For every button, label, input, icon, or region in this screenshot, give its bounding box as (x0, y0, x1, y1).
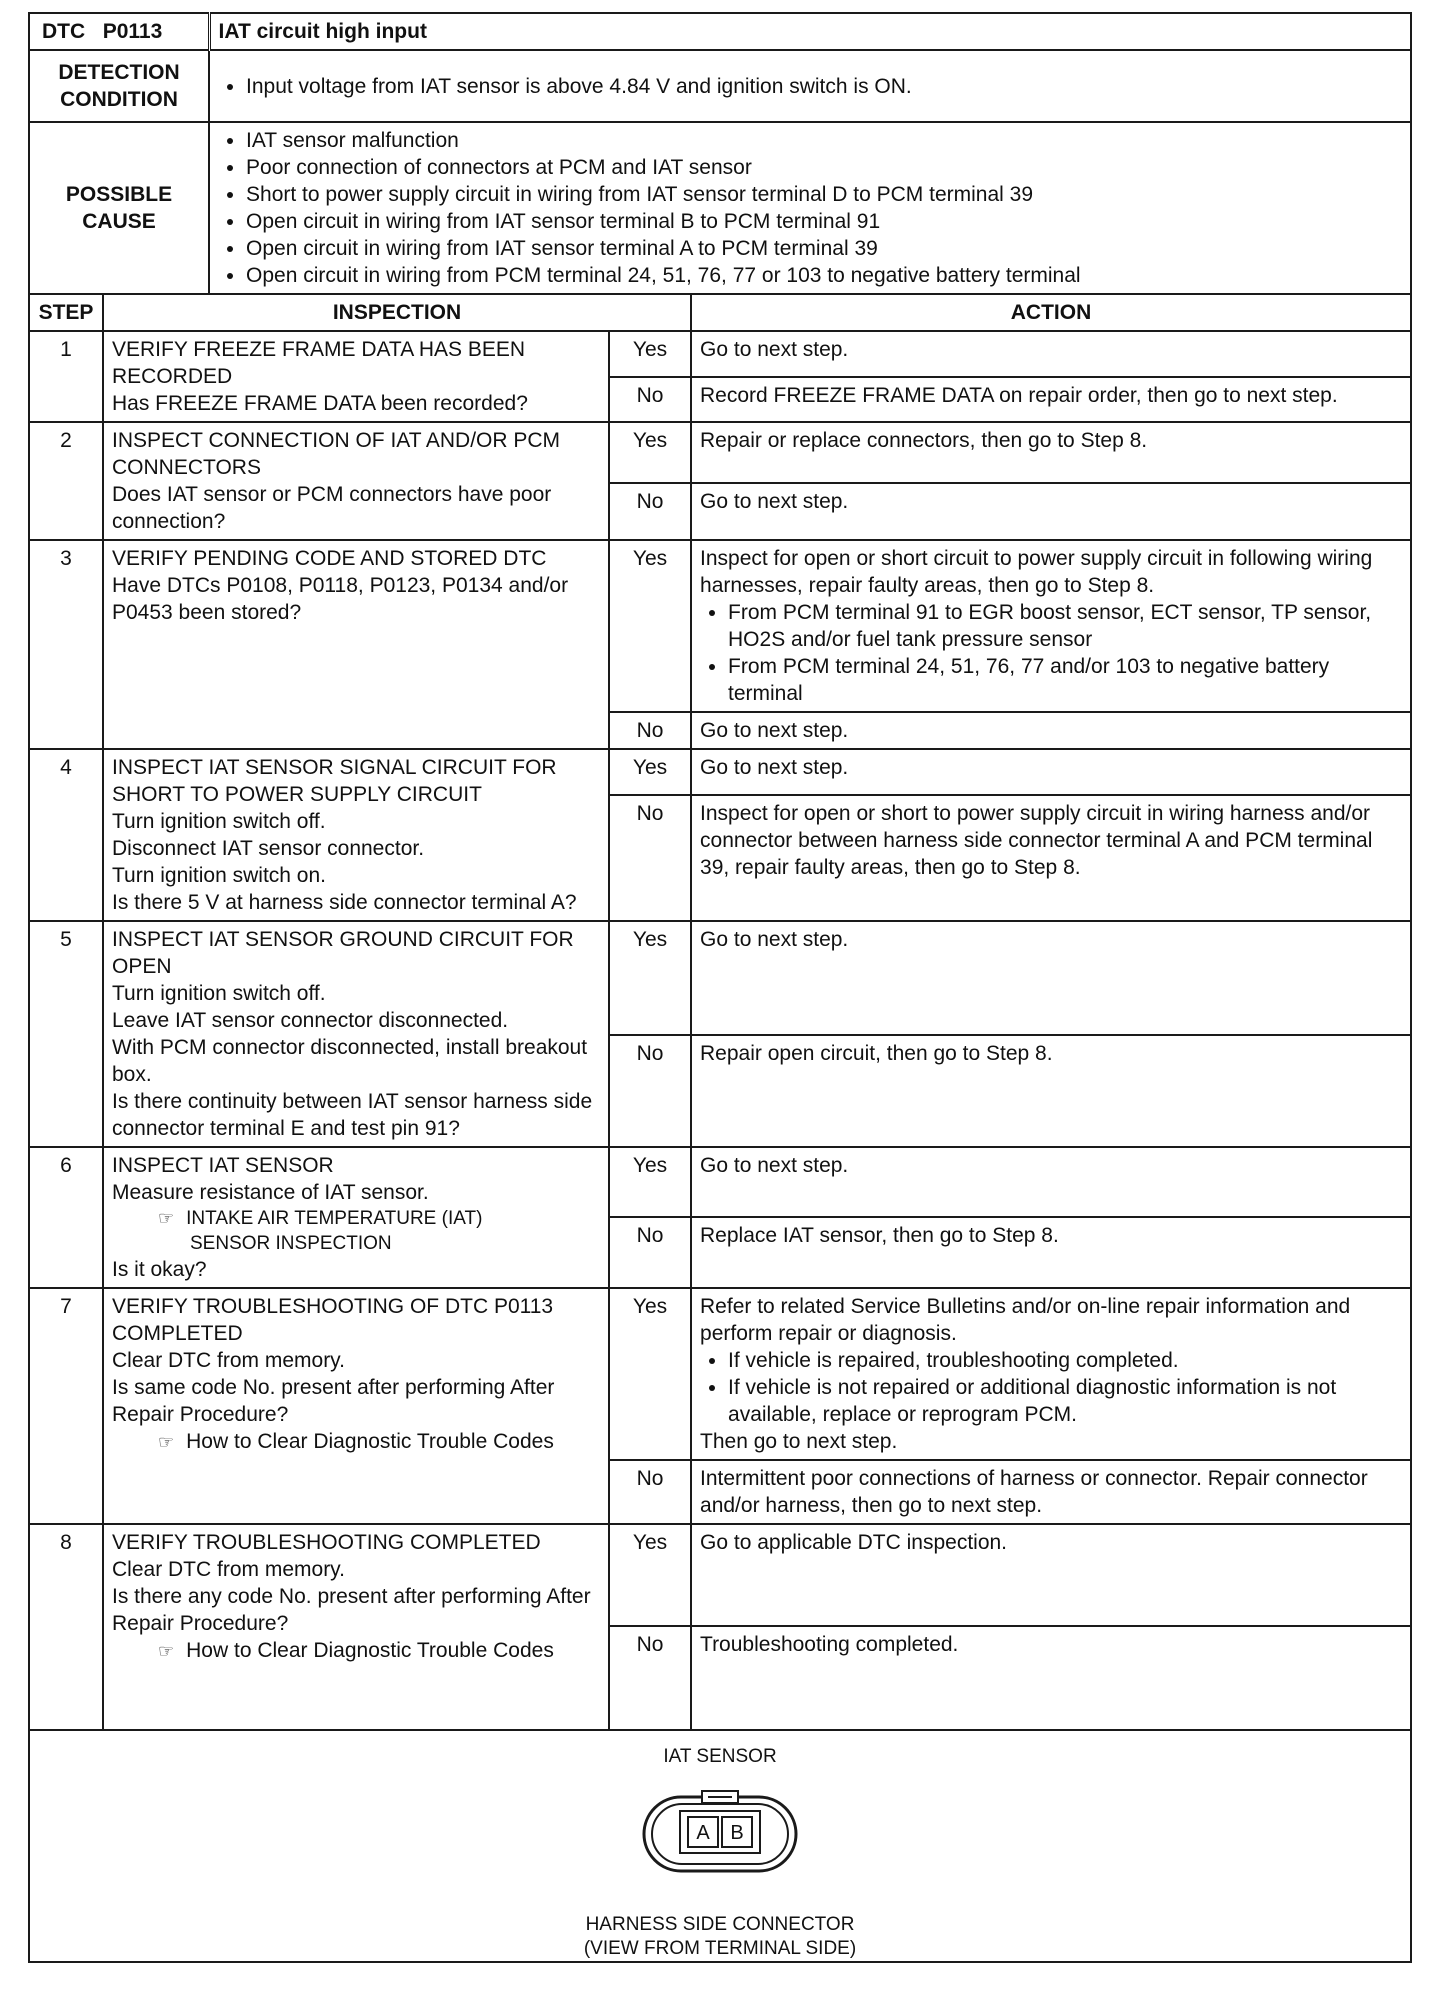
step-number: 8 (29, 1524, 103, 1730)
yes-label: Yes (609, 540, 691, 712)
action-column-header: ACTION (691, 294, 1411, 331)
step-row (29, 1524, 1411, 1626)
step-number: 7 (29, 1288, 103, 1524)
possible-cause-list-cell (209, 122, 1411, 294)
inspection-line: Disconnect IAT sensor connector. (112, 837, 425, 860)
detection-row (29, 50, 1411, 122)
inspection-line: VERIFY FREEZE FRAME DATA HAS BEEN RECORDED (112, 338, 526, 388)
yes-action-text: Refer to related Service Bulletins and/or on-line repair information and perform repair or diagnosis. (700, 1295, 1351, 1345)
inspection-line: Is there continuity between IAT sensor harness side connector terminal E and test pin 91? (112, 1090, 593, 1140)
possible-cause-row (29, 122, 1411, 294)
inspection-line: INSPECT IAT SENSOR SIGNAL CIRCUIT FOR SHORT TO POWER SUPPLY CIRCUIT (112, 756, 557, 806)
reference-link[interactable] (112, 1428, 600, 1456)
inspection-line: With PCM connector disconnected, install breakout box. (112, 1036, 588, 1086)
terminal-a-label: A (696, 1822, 710, 1844)
no-action: Repair open circuit, then go to Step 8. (691, 1035, 1411, 1147)
yes-label: Yes (609, 921, 691, 1035)
inspection-line: INSPECT IAT SENSOR GROUND CIRCUIT FOR OPEN (112, 928, 574, 978)
reference-hand-icon: ☞ (158, 1641, 175, 1661)
yes-label: Yes (609, 1288, 691, 1460)
step-row (29, 422, 1411, 483)
yes-label: Yes (609, 1524, 691, 1626)
inspection-line: VERIFY PENDING CODE AND STORED DTC (112, 547, 547, 570)
yes-action: Go to next step. (691, 331, 1411, 377)
inspection-line: Is there any code No. present after performing After Repair Procedure? (112, 1585, 591, 1635)
dtc-title-text: IAT circuit high input (218, 20, 427, 43)
step-inspection (103, 1524, 609, 1730)
inspection-line: Is same code No. present after performing After Repair Procedure? (112, 1376, 555, 1426)
cause-item: • Short to power supply circuit in wiring from IAT sensor terminal D to PCM terminal 39 (246, 181, 1402, 208)
yes-action-bullets (700, 1347, 1402, 1428)
reference-text: How to Clear Diagnostic Trouble Codes (186, 1639, 554, 1662)
step-inspection (103, 1147, 609, 1288)
inspection-line: Has FREEZE FRAME DATA been recorded? (112, 392, 528, 415)
reference-text: How to Clear Diagnostic Trouble Codes (186, 1430, 554, 1453)
action-bullet: • If vehicle is repaired, troubleshooting completed. (728, 1347, 1402, 1374)
inspection-line: Leave IAT sensor connector disconnected. (112, 1009, 509, 1032)
inspection-line: Is there 5 V at harness side connector terminal A? (112, 891, 577, 914)
dtc-label: DTC (42, 20, 86, 43)
reference-hand-icon: ☞ (158, 1208, 175, 1228)
inspection-line: Have DTCs P0108, P0118, P0123, P0134 and/or P0453 been stored? (112, 574, 569, 624)
step-inspection (103, 1288, 609, 1524)
column-header-row (29, 294, 1411, 331)
inspection-line: VERIFY TROUBLESHOOTING OF DTC P0113 COMPLETED (112, 1295, 554, 1345)
diagram-row (29, 1730, 1411, 1962)
detection-label (29, 50, 209, 122)
inspection-line: Measure resistance of IAT sensor. (112, 1181, 429, 1204)
yes-action: Go to next step. (691, 1147, 1411, 1217)
reference-text: INTAKE AIR TEMPERATURE (IAT) (186, 1208, 483, 1229)
step-number: 5 (29, 921, 103, 1147)
step-inspection (103, 422, 609, 540)
detection-text-cell (209, 50, 1411, 122)
action-bullet: • From PCM terminal 24, 51, 76, 77 and/or 103 to negative battery terminal (728, 653, 1402, 707)
possible-cause-label-line1: POSSIBLE (65, 183, 173, 206)
step-inspection (103, 331, 609, 422)
inspection-line: Clear DTC from memory. (112, 1558, 345, 1581)
step-row (29, 1147, 1411, 1217)
cause-item: • Open circuit in wiring from PCM terminal 24, 51, 76, 77 or 103 to negative battery terminal (246, 262, 1402, 289)
yes-action: Go to applicable DTC inspection. (691, 1524, 1411, 1626)
step-row (29, 921, 1411, 1035)
yes-label: Yes (609, 1147, 691, 1217)
step-number: 4 (29, 749, 103, 921)
inspection-line: Is it okay? (112, 1258, 207, 1281)
action-bullet: • From PCM terminal 91 to EGR boost sensor, ECT sensor, TP sensor, HO2S and/or fuel tank pressure sensor (728, 599, 1402, 653)
inspection-line: Does IAT sensor or PCM connectors have poor connection? (112, 483, 552, 533)
no-label: No (609, 1626, 691, 1730)
step-row (29, 331, 1411, 377)
step-row (29, 540, 1411, 712)
reference-link[interactable] (112, 1206, 600, 1231)
step-number: 2 (29, 422, 103, 540)
inspection-line: Turn ignition switch off. (112, 982, 326, 1005)
diagram-caption-line2: (VIEW FROM TERMINAL SIDE) (583, 1938, 857, 1959)
step-inspection (103, 749, 609, 921)
no-label: No (609, 795, 691, 921)
inspection-line: Turn ignition switch off. (112, 810, 326, 833)
dtc-title (209, 13, 1411, 50)
no-label: No (609, 1035, 691, 1147)
step-row (29, 749, 1411, 795)
cause-item: • Open circuit in wiring from IAT sensor terminal B to PCM terminal 91 (246, 208, 1402, 235)
no-action: Record FREEZE FRAME DATA on repair order, then go to next step. (691, 377, 1411, 423)
no-label: No (609, 1460, 691, 1524)
connector-inner-shell (652, 1804, 788, 1864)
cause-item: • IAT sensor malfunction (246, 127, 1402, 154)
dtc-code: P0113 (102, 20, 163, 43)
no-label: No (609, 377, 691, 423)
possible-cause-label (29, 122, 209, 294)
yes-action-after: Then go to next step. (700, 1430, 898, 1453)
detection-text: • Input voltage from IAT sensor is above 4.84 V and ignition switch is ON. (246, 73, 1402, 100)
detection-label-line2: CONDITION (60, 88, 178, 111)
inspection-line: INSPECT CONNECTION OF IAT AND/OR PCM CONNECTORS (112, 429, 561, 479)
possible-cause-label-line2: CAUSE (82, 210, 156, 233)
step-column-header: STEP (29, 294, 103, 331)
diagram-title: IAT SENSOR (663, 1746, 777, 1767)
inspection-line: VERIFY TROUBLESHOOTING COMPLETED (112, 1531, 541, 1554)
diagnostic-table (28, 12, 1412, 1963)
yes-action: Go to next step. (691, 921, 1411, 1035)
step-number: 1 (29, 331, 103, 422)
connector-diagram-cell (29, 1730, 1411, 1962)
yes-action-text: Inspect for open or short circuit to power supply circuit in following wiring harnesses, repair faulty areas, then go to Step 8. (700, 547, 1373, 597)
yes-label: Yes (609, 749, 691, 795)
no-label: No (609, 483, 691, 540)
dtc-header-row (29, 13, 1411, 50)
step-number: 3 (29, 540, 103, 749)
connector-diagram (30, 1731, 1410, 1961)
reference-text-line2: SENSOR INSPECTION (190, 1233, 392, 1254)
inspection-column-header: INSPECTION (103, 294, 691, 331)
no-action: Intermittent poor connections of harness or connector. Repair connector and/or harness, then go to next step. (691, 1460, 1411, 1524)
no-action: Replace IAT sensor, then go to Step 8. (691, 1217, 1411, 1288)
cause-item: • Poor connection of connectors at PCM and IAT sensor (246, 154, 1402, 181)
dtc-code-cell (29, 13, 209, 50)
yes-label: Yes (609, 331, 691, 377)
cause-item: • Open circuit in wiring from IAT sensor terminal A to PCM terminal 39 (246, 235, 1402, 262)
inspection-line: Turn ignition switch on. (112, 864, 326, 887)
step-inspection (103, 921, 609, 1147)
no-action: Inspect for open or short to power supply circuit in wiring harness and/or connector between harness side connector terminal A and PCM terminal 39, repair faulty areas, then go to Step 8. (691, 795, 1411, 921)
diagram-caption-line1: HARNESS SIDE CONNECTOR (585, 1914, 855, 1935)
step-row (29, 1288, 1411, 1460)
yes-action-bullets (700, 599, 1402, 707)
no-label: No (609, 1217, 691, 1288)
no-action: Troubleshooting completed. (691, 1626, 1411, 1730)
detection-label-line1: DETECTION (58, 61, 180, 84)
connector-illustration (630, 1779, 810, 1883)
yes-action: Go to next step. (691, 749, 1411, 795)
terminal-b-label: B (730, 1822, 744, 1844)
step-number: 6 (29, 1147, 103, 1288)
inspection-line: Clear DTC from memory. (112, 1349, 345, 1372)
yes-action (691, 540, 1411, 712)
inspection-line: INSPECT IAT SENSOR (112, 1154, 334, 1177)
yes-action (691, 1288, 1411, 1460)
possible-cause-list (218, 127, 1402, 289)
no-action: Go to next step. (691, 712, 1411, 749)
reference-link[interactable] (112, 1637, 600, 1665)
action-bullet: • If vehicle is not repaired or additional diagnostic information is not available, replace or reprogram PCM. (728, 1374, 1402, 1428)
yes-action: Repair or replace connectors, then go to Step 8. (691, 422, 1411, 483)
step-inspection (103, 540, 609, 749)
reference-hand-icon: ☞ (158, 1432, 175, 1452)
yes-label: Yes (609, 422, 691, 483)
no-label: No (609, 712, 691, 749)
no-action: Go to next step. (691, 483, 1411, 540)
